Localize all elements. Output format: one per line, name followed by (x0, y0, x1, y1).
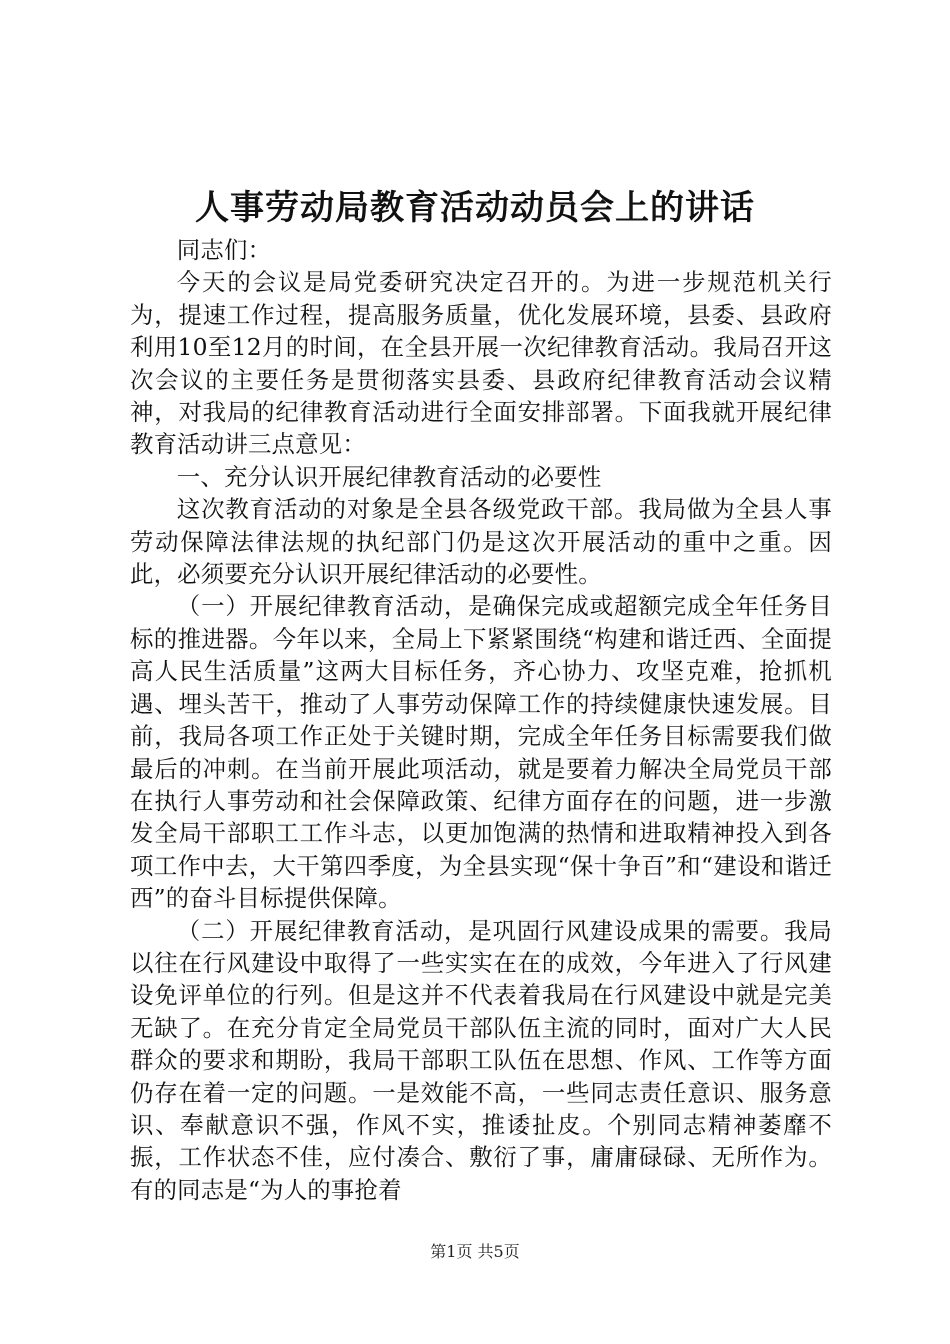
body-paragraph: 这次教育活动的对象是全县各级党政干部。我局做为全县人事劳动保障法律法规的执纪部门仍是这次开展活动的重中之重。因此，必须要充分认识开展纪律活动的必要性。 (130, 495, 832, 589)
intro-paragraph: 今天的会议是局党委研究决定召开的。为进一步规范机关行为，提速工作过程，提高服务质量，优化发展环境，县委、县政府利用10至12月的时间，在全县开展一次纪律教育活动。我局召开这次会议的主要任务是贯彻落实县委、县政府纪律教育活动会议精神，对我局的纪律教育活动进行全面安排部署。下面我就开展纪律教育活动讲三点意见： (130, 268, 832, 459)
document-title: 人事劳动局教育活动动员会上的讲话 (195, 188, 755, 228)
body-paragraph: （一）开展纪律教育活动，是确保完成或超额完成全年任务目标的推进器。今年以来，全局上下紧紧围绕“构建和谐迁西、全面提高人民生活质量”这两大目标任务，齐心协力、攻坚克难，抢抓机遇、埋头苦干，推动了人事劳动保障工作的持续健康快速发展。目前，我局各项工作正处于关键时期，完成全年任务目标需要我们做最后的冲刺。在当前开展此项活动，就是要着力解决全局党员干部在执行人事劳动和社会保障政策、纪律方面存在的问题，进一步激发全局干部职工工作斗志，以更加饱满的热情和进取精神投入到各项工作中去，大干第四季度，为全县实现“保十争百”和“建设和谐迁西”的奋斗目标提供保障。 (130, 592, 832, 913)
document-body (130, 234, 832, 1206)
page-number-footer: 第1页 共5页 (430, 1242, 520, 1261)
section-heading: 一、充分认识开展纪律教育活动的必要性 (176, 462, 602, 491)
salutation-paragraph: 同志们： (176, 236, 272, 264)
body-paragraph: （二）开展纪律教育活动，是巩固行风建设成果的需要。我局以往在行风建设中取得了一些实实在在的成效，今年进入了行风建设免评单位的行列。但是这并不代表着我局在行风建设中就是完美无缺了。在充分肯定全局党员干部队伍主流的同时，面对广大人民群众的要求和期盼，我局干部职工队伍在思想、作风、工作等方面仍存在着一定的问题。一是效能不高，一些同志责任意识、服务意识、奉献意识不强，作风不实，推诿扯皮。个别同志精神萎靡不振，工作状态不佳，应付凑合、敷衍了事，庸庸碌碌、无所作为。有的同志是“为人的事抢着 (130, 916, 832, 1204)
